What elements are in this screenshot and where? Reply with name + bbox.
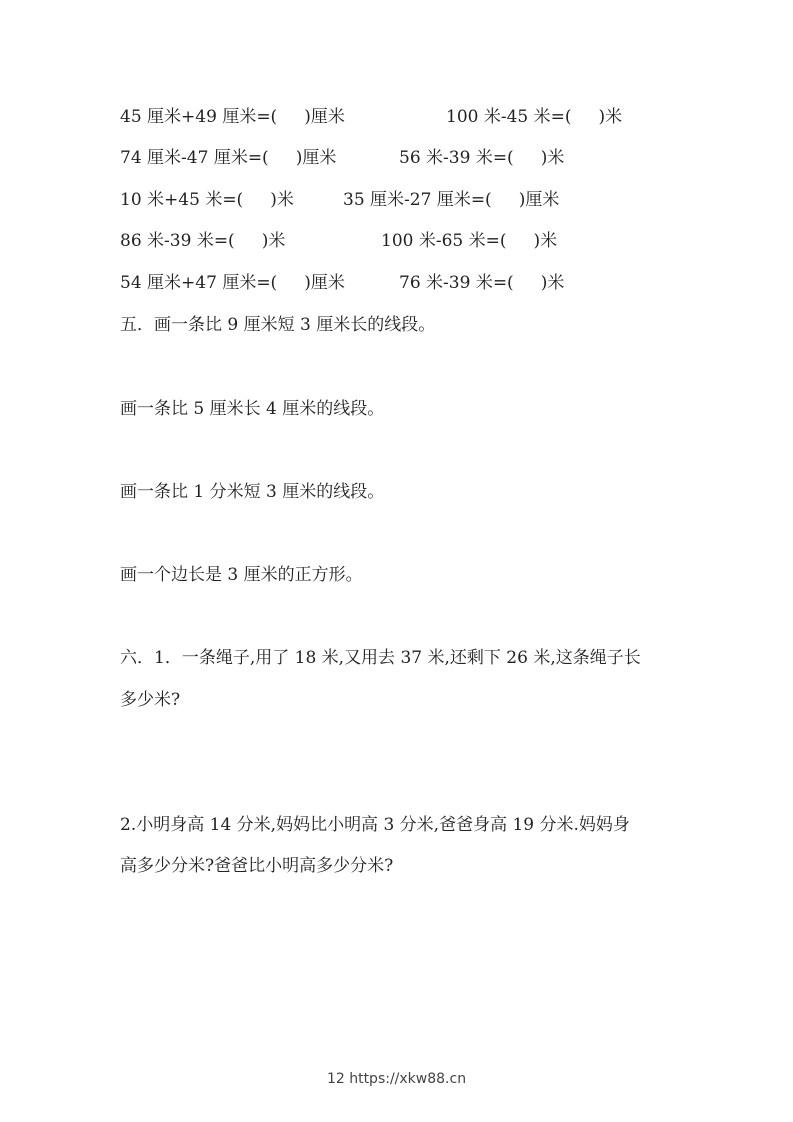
- section6-q1-line1: 六．1．一条绳子,用了 18 米,又用去 37 米,还剩下 26 米,这条绳子长: [120, 648, 641, 668]
- exercise-3-left: 10 米+45 米=( )米: [120, 190, 294, 210]
- exercise-4-right: 100 米-65 米=( )米: [381, 231, 558, 251]
- exercise-2-right: 56 米-39 米=( )米: [399, 148, 565, 168]
- exercise-4-left: 86 米-39 米=( )米: [120, 231, 286, 251]
- section6-q2-line1: 2.小明身高 14 分米,妈妈比小明高 3 分米,爸爸身高 19 分米.妈妈身: [120, 815, 630, 835]
- exercise-3-right: 35 厘米-27 厘米=( )厘米: [343, 190, 560, 210]
- section5-item-4: 画一个边长是 3 厘米的正方形。: [120, 565, 363, 585]
- exercise-5-left: 54 厘米+47 厘米=( )厘米: [120, 273, 345, 293]
- exercise-1-left: 45 厘米+49 厘米=( )厘米: [120, 107, 345, 127]
- page-footer: 12 https://xkw88.cn: [326, 1071, 467, 1087]
- section5-heading: 五．画一条比 9 厘米短 3 厘米长的线段。: [120, 315, 436, 335]
- section5-item-3: 画一条比 1 分米短 3 厘米的线段。: [120, 482, 385, 502]
- section5-item-2: 画一条比 5 厘米长 4 厘米的线段。: [120, 399, 385, 419]
- section6-q1-line2: 多少米?: [120, 690, 181, 710]
- exercise-1-right: 100 米-45 米=( )米: [446, 107, 623, 127]
- exercise-5-right: 76 米-39 米=( )米: [399, 273, 565, 293]
- exercise-2-left: 74 厘米-47 厘米=( )厘米: [120, 148, 337, 168]
- section6-q2-line2: 高多少分米?爸爸比小明高多少分米?: [120, 856, 394, 876]
